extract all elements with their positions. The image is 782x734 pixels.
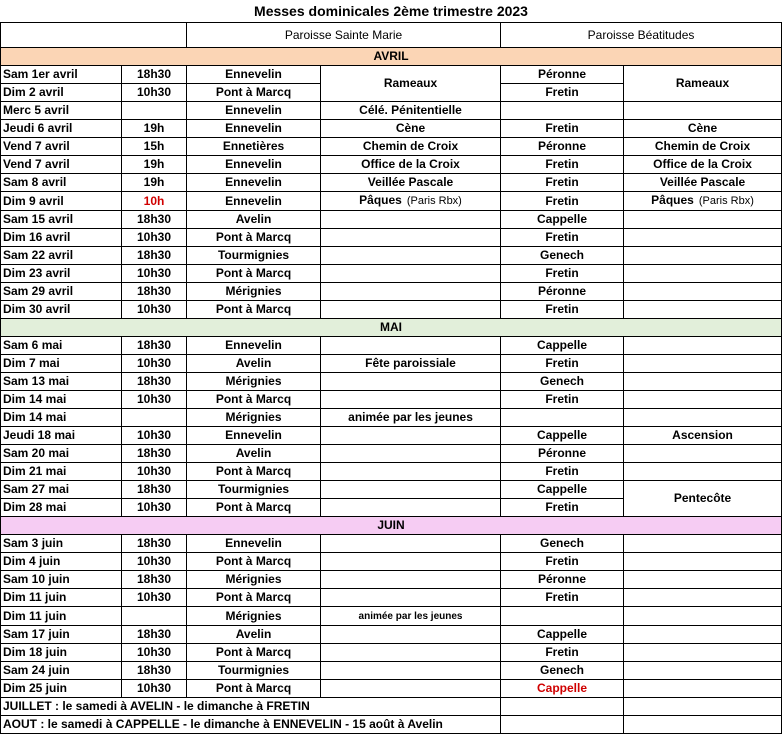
day-cell: Merc 5 avril	[1, 102, 122, 120]
event-beatitudes	[624, 247, 782, 265]
schedule-row	[1, 445, 782, 463]
schedule-row	[1, 102, 782, 120]
schedule-row	[1, 120, 782, 138]
day-cell: Dim 18 juin	[1, 644, 122, 662]
event-beatitudes	[624, 211, 782, 229]
footer-juillet: JUILLET : le samedi à AVELIN - le dimanche à FRETIN	[1, 698, 501, 716]
month-band-juin	[1, 517, 782, 535]
location-sainte-marie: Avelin	[187, 211, 321, 229]
schedule-row	[1, 174, 782, 192]
event-beatitudes	[624, 355, 782, 373]
event-label: Pâques	[651, 193, 694, 207]
event-sainte-marie	[321, 680, 501, 698]
schedule-row	[1, 391, 782, 409]
event-beatitudes	[624, 553, 782, 571]
location-sainte-marie: Mérignies	[187, 571, 321, 589]
location-sainte-marie: Pont à Marcq	[187, 680, 321, 698]
event-sainte-marie	[321, 120, 501, 138]
day-cell: Dim 2 avril	[1, 84, 122, 102]
page-title: Messes dominicales 2ème trimestre 2023	[254, 3, 528, 19]
event-sainte-marie	[321, 662, 501, 680]
schedule-table	[0, 22, 782, 734]
event-sainte-marie	[321, 156, 501, 174]
location-beatitudes: Cappelle	[501, 626, 624, 644]
schedule-row	[1, 626, 782, 644]
day-cell: Dim 9 avril	[1, 192, 122, 211]
schedule-row	[1, 265, 782, 283]
time-cell: 10h30	[122, 265, 187, 283]
location-beatitudes: Cappelle	[501, 337, 624, 355]
location-sainte-marie: Mérignies	[187, 373, 321, 391]
schedule-row	[1, 427, 782, 445]
time-cell: 10h30	[122, 229, 187, 247]
event-sainte-marie	[321, 373, 501, 391]
schedule-row	[1, 301, 782, 319]
schedule-row	[1, 283, 782, 301]
time-cell: 18h30	[122, 571, 187, 589]
event-beatitudes	[624, 373, 782, 391]
location-sainte-marie: Pont à Marcq	[187, 644, 321, 662]
day-cell: Dim 11 juin	[1, 607, 122, 626]
event-beatitudes	[624, 102, 782, 120]
location-sainte-marie: Ennevelin	[187, 337, 321, 355]
event-label: Chemin de Croix	[362, 139, 459, 153]
location-beatitudes: Fretin	[501, 192, 624, 211]
day-cell: Dim 28 mai	[1, 499, 122, 517]
schedule-row	[1, 571, 782, 589]
event-note: (Paris Rbx)	[406, 195, 462, 207]
event-beatitudes	[624, 138, 782, 156]
event-label: animée par les jeunes	[358, 611, 463, 622]
location-beatitudes: Fretin	[501, 84, 624, 102]
event-sainte-marie	[321, 138, 501, 156]
day-cell: Sam 27 mai	[1, 481, 122, 499]
schedule-row	[1, 481, 782, 499]
location-beatitudes: Fretin	[501, 301, 624, 319]
event-sainte-marie	[321, 427, 501, 445]
location-beatitudes: Fretin	[501, 589, 624, 607]
event-label: Rameaux	[675, 76, 730, 90]
month-band-avril	[1, 48, 782, 66]
event-sainte-marie	[321, 229, 501, 247]
event-sainte-marie	[321, 607, 501, 626]
time-cell: 18h30	[122, 247, 187, 265]
day-cell: Vend 7 avril	[1, 138, 122, 156]
event-sainte-marie	[321, 535, 501, 553]
location-sainte-marie: Pont à Marcq	[187, 553, 321, 571]
event-beatitudes	[624, 607, 782, 626]
event-sainte-marie	[321, 463, 501, 481]
event-sainte-marie	[321, 445, 501, 463]
event-sainte-marie	[321, 102, 501, 120]
time-cell: 10h30	[122, 355, 187, 373]
event-label: Office de la Croix	[653, 157, 752, 171]
event-label: Ascension	[672, 428, 733, 442]
event-label: Cène	[395, 121, 426, 135]
event-beatitudes	[624, 427, 782, 445]
location-sainte-marie: Pont à Marcq	[187, 463, 321, 481]
location-sainte-marie: Avelin	[187, 445, 321, 463]
schedule-row	[1, 373, 782, 391]
location-beatitudes: Cappelle	[501, 211, 624, 229]
location-beatitudes: Fretin	[501, 265, 624, 283]
location-beatitudes: Péronne	[501, 283, 624, 301]
day-cell: Sam 24 juin	[1, 662, 122, 680]
time-cell: 10h30	[122, 427, 187, 445]
day-cell: Dim 25 juin	[1, 680, 122, 698]
location-sainte-marie: Avelin	[187, 355, 321, 373]
event-beatitudes	[624, 174, 782, 192]
day-cell: Dim 21 mai	[1, 463, 122, 481]
location-beatitudes	[501, 409, 624, 427]
event-sainte-marie	[321, 355, 501, 373]
location-sainte-marie: Avelin	[187, 626, 321, 644]
location-sainte-marie: Ennevelin	[187, 535, 321, 553]
schedule-row	[1, 66, 782, 84]
time-cell: 10h30	[122, 644, 187, 662]
month-label: JUIN	[1, 517, 782, 535]
event-label: Chemin de Croix	[654, 139, 751, 153]
schedule-row	[1, 644, 782, 662]
location-beatitudes: Fretin	[501, 499, 624, 517]
schedule-row	[1, 553, 782, 571]
event-label: Office de la Croix	[361, 157, 460, 171]
location-beatitudes: Genech	[501, 247, 624, 265]
location-sainte-marie: Ennevelin	[187, 66, 321, 84]
location-sainte-marie: Pont à Marcq	[187, 589, 321, 607]
time-cell: 10h30	[122, 463, 187, 481]
location-sainte-marie: Tourmignies	[187, 481, 321, 499]
day-cell: Sam 8 avril	[1, 174, 122, 192]
schedule-row	[1, 463, 782, 481]
location-beatitudes: Péronne	[501, 445, 624, 463]
time-cell: 18h30	[122, 283, 187, 301]
location-sainte-marie: Ennevelin	[187, 427, 321, 445]
location-sainte-marie: Mérignies	[187, 283, 321, 301]
time-cell: 18h30	[122, 535, 187, 553]
time-cell: 15h	[122, 138, 187, 156]
event-sainte-marie	[321, 337, 501, 355]
event-label: animée par les jeunes	[348, 410, 473, 424]
event-label: Pâques	[359, 193, 402, 207]
schedule-row	[1, 409, 782, 427]
location-sainte-marie: Ennevelin	[187, 174, 321, 192]
location-beatitudes: Fretin	[501, 156, 624, 174]
day-cell: Sam 3 juin	[1, 535, 122, 553]
event-sainte-marie	[321, 66, 501, 102]
event-beatitudes	[624, 463, 782, 481]
event-beatitudes	[624, 120, 782, 138]
event-label: Veillée Pascale	[659, 175, 746, 189]
event-sainte-marie	[321, 571, 501, 589]
event-sainte-marie	[321, 589, 501, 607]
day-cell: Dim 4 juin	[1, 553, 122, 571]
time-cell	[122, 607, 187, 626]
day-cell: Dim 14 mai	[1, 409, 122, 427]
footer-blank	[501, 698, 624, 716]
schedule-row	[1, 211, 782, 229]
location-sainte-marie: Ennetières	[187, 138, 321, 156]
location-beatitudes: Péronne	[501, 66, 624, 84]
event-beatitudes	[624, 589, 782, 607]
schedule-row	[1, 662, 782, 680]
event-sainte-marie	[321, 283, 501, 301]
day-cell: Sam 13 mai	[1, 373, 122, 391]
location-sainte-marie: Ennevelin	[187, 102, 321, 120]
day-cell: Sam 1er avril	[1, 66, 122, 84]
day-cell: Sam 15 avril	[1, 211, 122, 229]
location-beatitudes: Fretin	[501, 553, 624, 571]
time-cell: 19h	[122, 174, 187, 192]
event-label: Veillée Pascale	[367, 175, 454, 189]
location-sainte-marie: Pont à Marcq	[187, 499, 321, 517]
location-beatitudes: Fretin	[501, 120, 624, 138]
event-beatitudes	[624, 409, 782, 427]
schedule-row	[1, 607, 782, 626]
event-beatitudes	[624, 337, 782, 355]
event-sainte-marie	[321, 247, 501, 265]
location-sainte-marie: Pont à Marcq	[187, 229, 321, 247]
schedule-row	[1, 247, 782, 265]
footer-juillet-row	[1, 698, 782, 716]
event-beatitudes	[624, 680, 782, 698]
event-sainte-marie	[321, 391, 501, 409]
event-sainte-marie	[321, 626, 501, 644]
time-cell: 10h30	[122, 680, 187, 698]
time-cell: 18h30	[122, 445, 187, 463]
time-cell: 10h30	[122, 553, 187, 571]
event-note: (Paris Rbx)	[698, 195, 754, 207]
time-cell: 10h30	[122, 589, 187, 607]
event-beatitudes	[624, 535, 782, 553]
day-cell: Dim 7 mai	[1, 355, 122, 373]
event-beatitudes	[624, 192, 782, 211]
time-cell: 18h30	[122, 481, 187, 499]
location-sainte-marie: Ennevelin	[187, 156, 321, 174]
day-cell: Vend 7 avril	[1, 156, 122, 174]
day-cell: Dim 11 juin	[1, 589, 122, 607]
location-sainte-marie: Pont à Marcq	[187, 84, 321, 102]
event-beatitudes	[624, 265, 782, 283]
event-sainte-marie	[321, 481, 501, 499]
time-cell: 19h	[122, 156, 187, 174]
time-cell: 10h30	[122, 84, 187, 102]
location-beatitudes: Genech	[501, 535, 624, 553]
day-cell: Sam 22 avril	[1, 247, 122, 265]
header-paroisse-sainte-marie: Paroisse Sainte Marie	[187, 23, 501, 48]
month-label: AVRIL	[1, 48, 782, 66]
event-beatitudes	[624, 662, 782, 680]
location-beatitudes: Cappelle	[501, 427, 624, 445]
time-cell: 10h30	[122, 391, 187, 409]
event-beatitudes	[624, 391, 782, 409]
location-beatitudes: Péronne	[501, 571, 624, 589]
time-cell: 18h30	[122, 337, 187, 355]
time-cell	[122, 102, 187, 120]
location-beatitudes: Genech	[501, 373, 624, 391]
month-band-mai	[1, 319, 782, 337]
time-cell: 10h	[122, 192, 187, 211]
event-label: Cène	[687, 121, 718, 135]
location-sainte-marie: Tourmignies	[187, 662, 321, 680]
event-sainte-marie	[321, 644, 501, 662]
day-cell: Jeudi 18 mai	[1, 427, 122, 445]
event-beatitudes	[624, 644, 782, 662]
day-cell: Dim 16 avril	[1, 229, 122, 247]
time-cell: 18h30	[122, 626, 187, 644]
time-cell: 10h30	[122, 301, 187, 319]
day-cell: Dim 23 avril	[1, 265, 122, 283]
location-beatitudes: Cappelle	[501, 680, 624, 698]
event-beatitudes	[624, 156, 782, 174]
event-sainte-marie	[321, 553, 501, 571]
schedule-row	[1, 680, 782, 698]
header-row	[1, 23, 782, 48]
event-sainte-marie	[321, 265, 501, 283]
day-cell: Sam 6 mai	[1, 337, 122, 355]
time-cell	[122, 409, 187, 427]
month-label: MAI	[1, 319, 782, 337]
event-beatitudes	[624, 229, 782, 247]
day-cell: Sam 29 avril	[1, 283, 122, 301]
event-sainte-marie	[321, 192, 501, 211]
location-sainte-marie: Pont à Marcq	[187, 391, 321, 409]
location-beatitudes: Fretin	[501, 355, 624, 373]
event-label: Pentecôte	[673, 491, 732, 505]
time-cell: 19h	[122, 120, 187, 138]
location-sainte-marie: Pont à Marcq	[187, 265, 321, 283]
day-cell: Dim 14 mai	[1, 391, 122, 409]
schedule-row	[1, 337, 782, 355]
event-label: Célé. Pénitentielle	[359, 103, 462, 117]
header-blank	[1, 23, 187, 48]
event-label: Rameaux	[383, 76, 438, 90]
day-cell: Jeudi 6 avril	[1, 120, 122, 138]
location-beatitudes: Genech	[501, 662, 624, 680]
location-beatitudes: Fretin	[501, 229, 624, 247]
location-beatitudes: Fretin	[501, 463, 624, 481]
time-cell: 18h30	[122, 211, 187, 229]
time-cell: 18h30	[122, 66, 187, 84]
header-paroisse-beatitudes: Paroisse Béatitudes	[501, 23, 782, 48]
schedule-row	[1, 535, 782, 553]
event-sainte-marie	[321, 174, 501, 192]
time-cell: 10h30	[122, 499, 187, 517]
schedule-row	[1, 229, 782, 247]
location-beatitudes: Fretin	[501, 391, 624, 409]
location-beatitudes: Péronne	[501, 138, 624, 156]
schedule-row	[1, 138, 782, 156]
location-beatitudes: Fretin	[501, 174, 624, 192]
event-beatitudes	[624, 301, 782, 319]
location-beatitudes	[501, 607, 624, 626]
location-sainte-marie: Ennevelin	[187, 192, 321, 211]
location-beatitudes: Cappelle	[501, 481, 624, 499]
event-label: Fête paroissiale	[365, 356, 456, 370]
location-beatitudes: Fretin	[501, 644, 624, 662]
location-sainte-marie: Mérignies	[187, 607, 321, 626]
location-sainte-marie: Mérignies	[187, 409, 321, 427]
location-sainte-marie: Pont à Marcq	[187, 301, 321, 319]
location-sainte-marie: Tourmignies	[187, 247, 321, 265]
day-cell: Dim 30 avril	[1, 301, 122, 319]
time-cell: 18h30	[122, 662, 187, 680]
schedule-row	[1, 192, 782, 211]
schedule-row	[1, 156, 782, 174]
event-beatitudes	[624, 283, 782, 301]
day-cell: Sam 10 juin	[1, 571, 122, 589]
day-cell: Sam 20 mai	[1, 445, 122, 463]
event-beatitudes	[624, 626, 782, 644]
schedule-row	[1, 355, 782, 373]
day-cell: Sam 17 juin	[1, 626, 122, 644]
time-cell: 18h30	[122, 373, 187, 391]
event-beatitudes	[624, 445, 782, 463]
event-beatitudes	[624, 66, 782, 102]
footer-aout: AOUT : le samedi à CAPPELLE - le dimanche à ENNEVELIN - 15 août à Avelin	[1, 716, 501, 734]
schedule-row	[1, 589, 782, 607]
event-sainte-marie	[321, 409, 501, 427]
location-sainte-marie: Ennevelin	[187, 120, 321, 138]
event-sainte-marie	[321, 211, 501, 229]
location-beatitudes	[501, 102, 624, 120]
event-sainte-marie	[321, 499, 501, 517]
event-sainte-marie	[321, 301, 501, 319]
footer-blank	[624, 698, 782, 716]
event-beatitudes	[624, 571, 782, 589]
event-beatitudes	[624, 481, 782, 517]
